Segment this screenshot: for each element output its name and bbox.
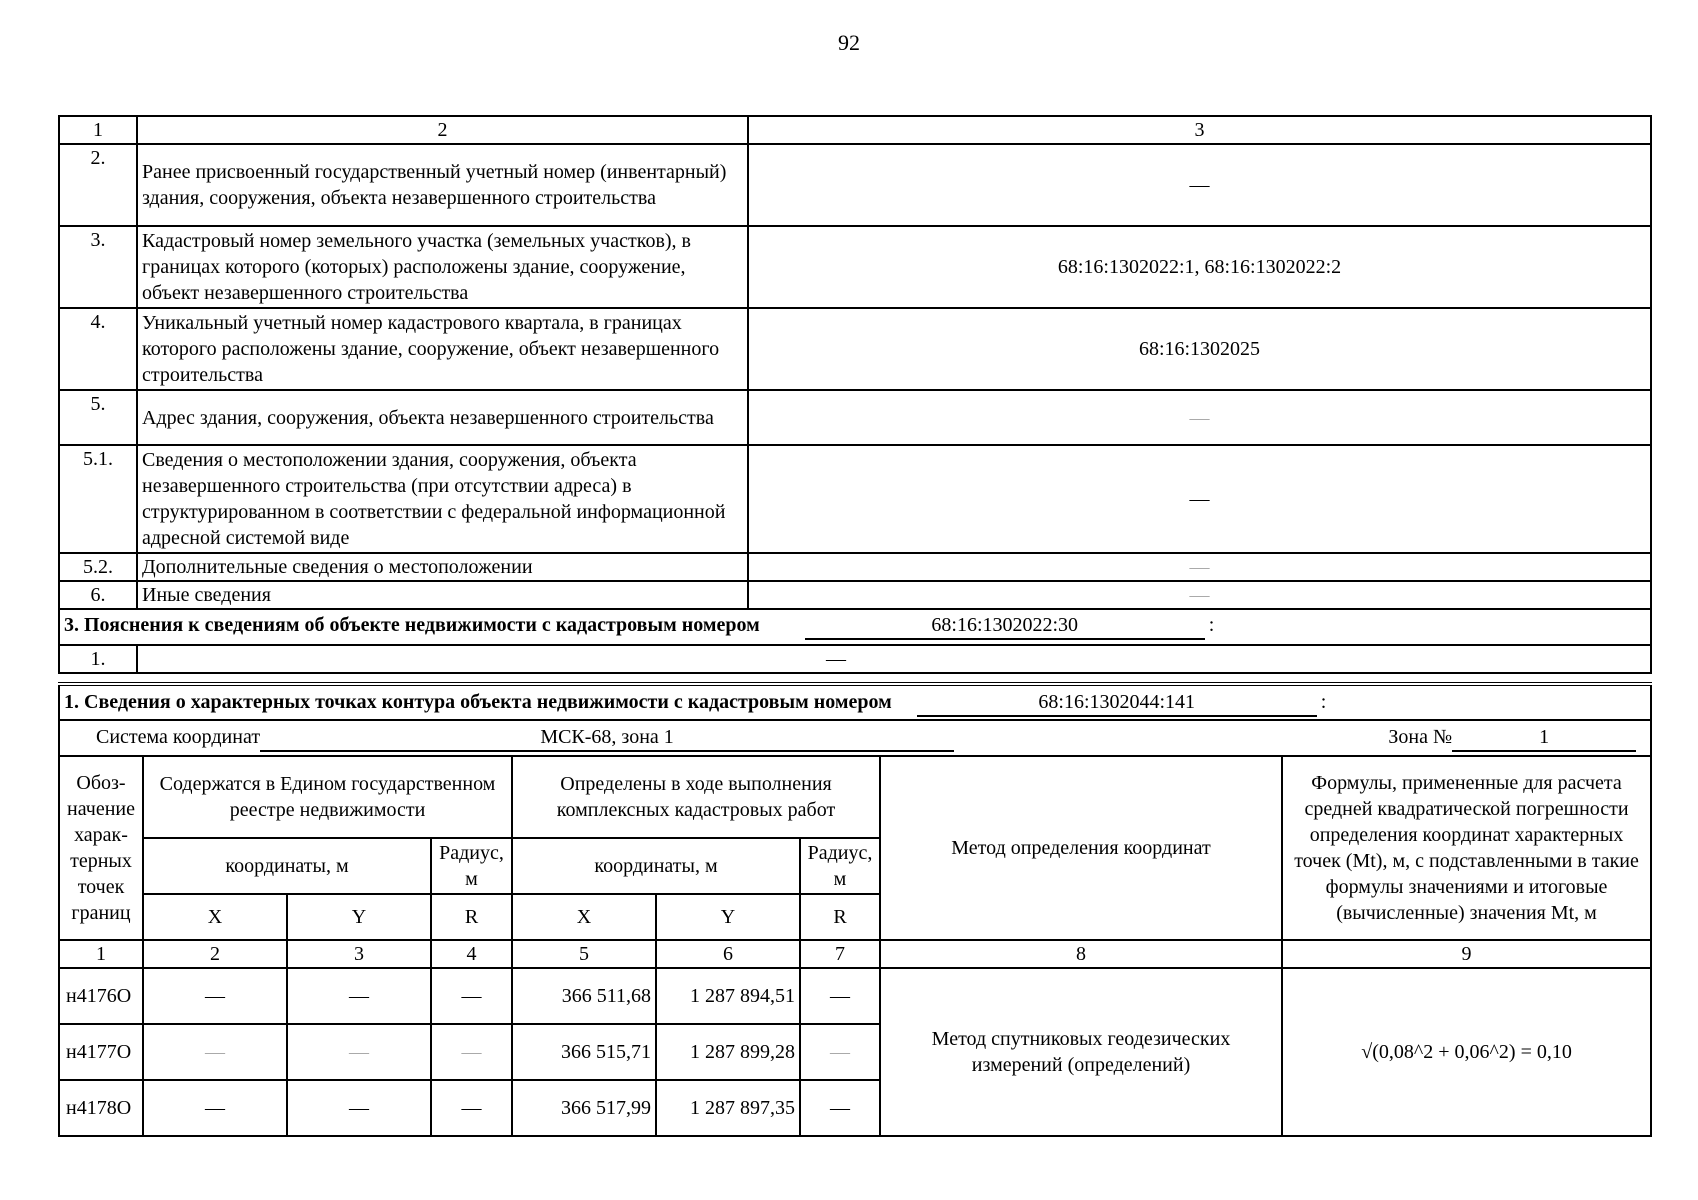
col-number: 4 [431,940,512,968]
method-header: Метод определения координат [880,756,1282,940]
points-colon: : [1320,690,1327,713]
kkr-coords-header: координаты, м [512,838,800,894]
section3-title-row [59,609,1651,645]
egrn-y-header: Y [287,894,431,940]
kkr-x-value: 366 511,68 [512,968,656,1024]
coord-system-row [59,720,1651,756]
kkr-r-value: — [800,1024,880,1080]
method-value: Метод спутниковых геодезических измерений (определений) [880,968,1282,1136]
section3-title: 3. Пояснения к сведениям об объекте недвижимости с кадастровым номером [64,614,760,636]
col-number: 2 [143,940,287,968]
col-number: 3 [287,940,431,968]
row-label: Сведения о местоположении здания, сооружения, объекта незавершенного строительства (при отсутствии адреса) в структурированном в соответствии с федеральной информационной адресной системой виде [137,445,748,553]
kkr-y-value: 1 287 894,51 [656,968,800,1024]
points-title-cell [59,684,1651,720]
kkr-r-value: — [800,1080,880,1136]
points-section-title: 1. Сведения о характерных точках контура объекта недвижимости с кадастровым номером [64,690,892,713]
egrn-r-value: — [431,1080,512,1136]
table-row [59,226,1651,308]
kkr-x-value: 366 515,71 [512,1024,656,1080]
row-label: Дополнительные сведения о местоположении [137,553,748,581]
header-col-3: 3 [748,116,1651,144]
header-col-1: 1 [59,116,137,144]
table-row [59,308,1651,390]
section3-cadastral-number: 68:16:1302022:30 [805,612,1205,640]
col-number: 5 [512,940,656,968]
kkr-r-value: — [800,968,880,1024]
col-number: 7 [800,940,880,968]
point-designation: н4177О [59,1024,143,1080]
kkr-y-value: 1 287 897,35 [656,1080,800,1136]
row-number: 1. [59,645,137,673]
row-value: — [748,581,1651,609]
kkr-x-header: X [512,894,656,940]
formulas-header: Формулы, примененные для расчета средней квадратической погрешности определения координат характерных точек (Mt), м, с подставленными в такие формулы значениями и итоговые (вычисленные) значения Mt, м [1282,756,1651,940]
col-number: 8 [880,940,1282,968]
row-value: — [748,390,1651,445]
table-row [59,144,1651,226]
egrn-r-value: — [431,1024,512,1080]
row-label: Адрес здания, сооружения, объекта незавершенного строительства [137,390,748,445]
row-value: 68:16:1302025 [748,308,1651,390]
row-label: Кадастровый номер земельного участка (земельных участков), в границах которого (которых) расположены здание, сооружение, объект незавершенного строительства [137,226,748,308]
egrn-header: Содержатся в Едином государственном реестре недвижимости [143,756,512,838]
points-title-row [59,684,1651,720]
coord-system-value: МСК-68, зона 1 [260,724,954,752]
zone-value: 1 [1452,724,1636,752]
designation-header: Обоз-начение харак-терных точек границ [59,756,143,940]
row-number: 5.1. [59,445,137,553]
egrn-x-value: — [143,968,287,1024]
row-value: 68:16:1302022:1, 68:16:1302022:2 [748,226,1651,308]
section3-title-cell [59,609,1651,645]
kkr-y-header: Y [656,894,800,940]
point-designation: н4178О [59,1080,143,1136]
row-value: — [137,645,1651,673]
row-number: 4. [59,308,137,390]
coord-system-label: Система координат [96,726,261,748]
kkr-radius-header: Радиус, м [800,838,880,894]
table-header-row [59,116,1651,144]
table-row [59,445,1651,553]
section3-colon: : [1208,614,1215,636]
points-cadastral-number: 68:16:1302044:141 [917,689,1317,717]
egrn-y-value: — [287,1024,431,1080]
row-value: — [748,445,1651,553]
header-row-1 [59,756,1651,838]
col-number: 9 [1282,940,1651,968]
row-number: 6. [59,581,137,609]
egrn-r-header: R [431,894,512,940]
col-number: 1 [59,940,143,968]
col-number: 6 [656,940,800,968]
row-label: Ранее присвоенный государственный учетный номер (инвентарный) здания, сооружения, объекта незавершенного строительства [137,144,748,226]
row-number: 3. [59,226,137,308]
egrn-coords-header: координаты, м [143,838,431,894]
row-number: 5.2. [59,553,137,581]
page-number: 92 [838,30,860,55]
point-designation: н4176О [59,968,143,1024]
row-label: Уникальный учетный номер кадастрового квартала, в границах которого расположены здание, сооружение, объект незавершенного строительства [137,308,748,390]
table-row [59,968,1651,1024]
row-label: Иные сведения [137,581,748,609]
formula-value: √(0,08^2 + 0,06^2) = 0,10 [1282,968,1651,1136]
table-row [59,645,1651,673]
object-info-table [58,115,1652,674]
egrn-radius-header: Радиус, м [431,838,512,894]
kkr-y-value: 1 287 899,28 [656,1024,800,1080]
egrn-y-value: — [287,1080,431,1136]
egrn-x-header: X [143,894,287,940]
kkr-r-header: R [800,894,880,940]
kkr-header: Определены в ходе выполнения комплексных кадастровых работ [512,756,880,838]
table-row [59,390,1651,445]
row-number: 5. [59,390,137,445]
row-value: — [748,553,1651,581]
characteristic-points-table [58,682,1652,1137]
coord-system-cell [59,720,1651,756]
table-row [59,553,1651,581]
row-value: — [748,144,1651,226]
zone-label: Зона № [1388,726,1453,748]
egrn-x-value: — [143,1024,287,1080]
egrn-y-value: — [287,968,431,1024]
table-row [59,581,1651,609]
row-number: 2. [59,144,137,226]
kkr-x-value: 366 517,99 [512,1080,656,1136]
egrn-r-value: — [431,968,512,1024]
column-numbers-row [59,940,1651,968]
header-col-2: 2 [137,116,748,144]
egrn-x-value: — [143,1080,287,1136]
